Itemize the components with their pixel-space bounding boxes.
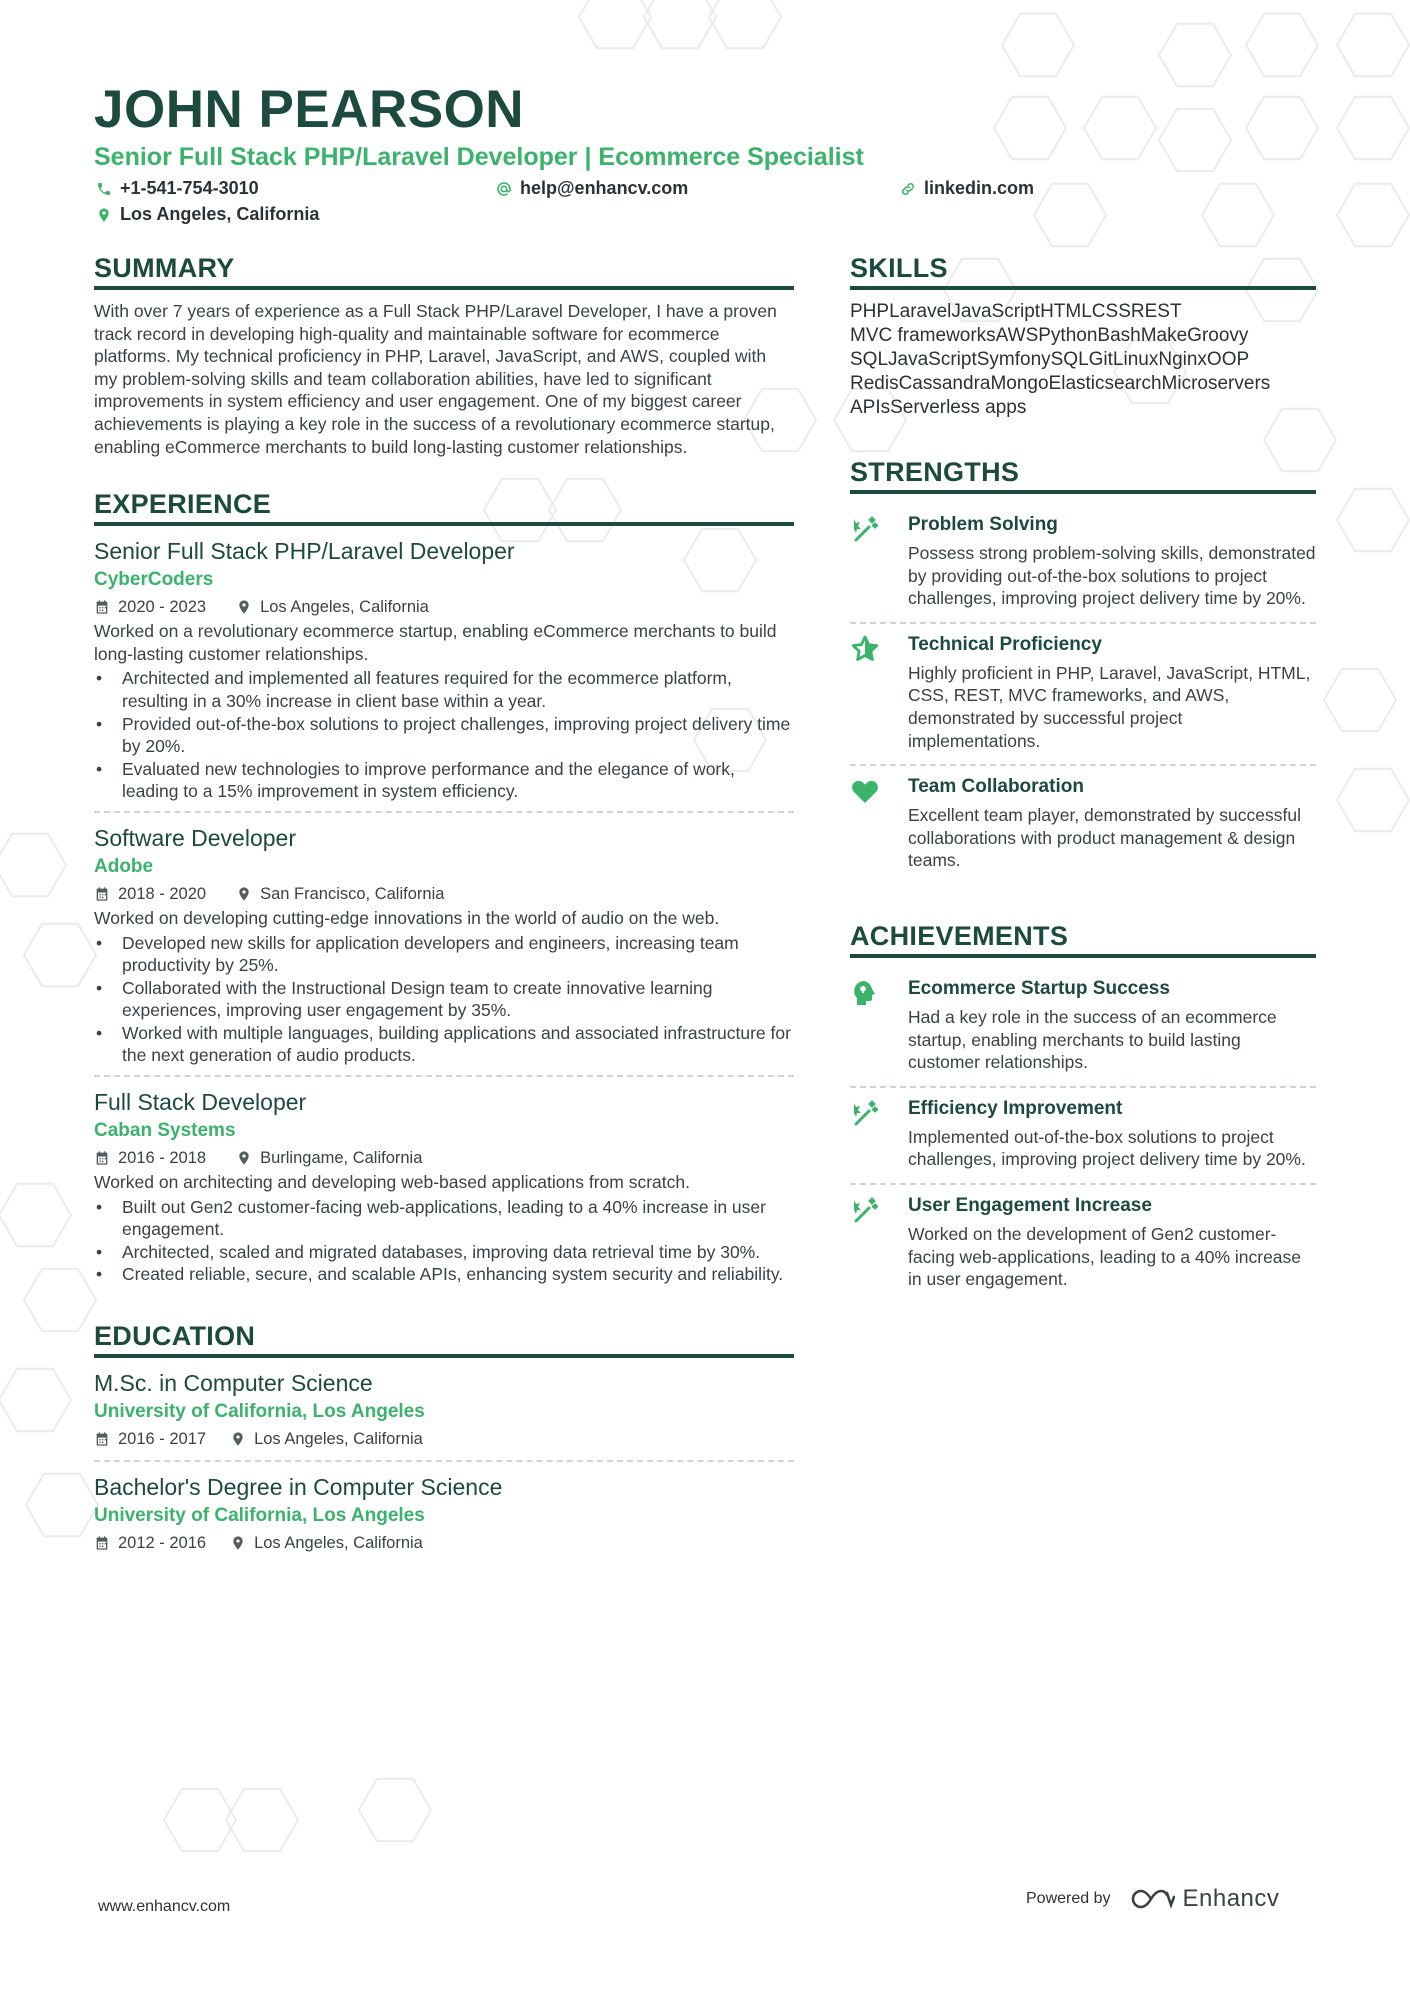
strength-title: Technical Proficiency [908,633,1102,655]
strength-description: Highly proficient in PHP, Laravel, JavaScript, HTML, CSS, REST, MVC frameworks, and AWS, demonstrated by successful project implementations. [908,662,1311,751]
strength-description: Excellent team player, demonstrated by successful collaborations with product management & design teams. [908,805,1301,871]
enhancv-logo-icon [1129,1887,1175,1911]
skills-line: APIsServerless apps [850,397,1027,418]
footer-url[interactable]: www.enhancv.com [98,1898,231,1915]
job-bullet: • Created reliable, secure, and scalable APIs, enhancing system security and reliability. [94,1263,794,1286]
job-location: Burlingame, California [260,1149,423,1168]
education-school: University of California, Los Angeles [94,1401,425,1423]
job-entry [94,536,794,811]
education-degree: M.Sc. in Computer Science [94,1370,373,1397]
job-entry [94,1075,794,1294]
skills-line: PHPLaravelJavaScriptHTMLCSSREST [850,301,1182,322]
education-degree: Bachelor's Degree in Computer Science [94,1474,503,1501]
strength-description: Possess strong problem-solving skills, demonstrated by providing out-of-the-box solutions to project challenges, improving project delivery time by 20%. [908,543,1316,609]
map-pin-icon [96,207,112,223]
strength-title: Problem Solving [908,514,1058,535]
achievement-title: User Engagement Increase [908,1194,1152,1216]
job-bullets [94,932,794,1068]
skills-line: SQLJavaScriptSymfonySQLGitLinuxNginxOOP [850,349,1250,370]
enhancv-logo[interactable] [1129,1885,1280,1913]
experience-heading: EXPERIENCE [94,486,794,526]
job-dates: 2016 - 2018 [118,1149,207,1168]
magic-wand-icon [850,514,880,544]
strengths-section [850,454,1316,884]
job-dates: 2018 - 2020 [118,884,207,903]
job-description: Worked on architecting and developing web-based applications from scratch. [94,1172,690,1193]
strength-item [850,764,1316,884]
map-pin-icon [230,1535,246,1551]
skills-section [850,250,1316,420]
map-pin-icon [236,886,252,902]
achievement-description: Worked on the development of Gen2 customer-facing web-applications, leading to a 40% increase in user engagement. [908,1223,1302,1290]
education-location: Los Angeles, California [254,1430,423,1449]
experience-section [94,486,794,1294]
job-company: Adobe [94,855,154,877]
link-icon [900,181,916,197]
heart-icon [850,776,880,806]
calendar-icon [94,1431,110,1447]
job-bullet: • Developed new skills for application developers and engineers, increasing team productivity by 25%. [94,932,794,977]
job-bullet: • Evaluated new technologies to improve performance and the elegance of work, leading to a 15% improvement in system efficiency. [94,758,794,803]
job-meta [94,881,794,907]
summary-section [94,250,794,458]
contact-email[interactable] [496,178,688,199]
phone-text: +1-541-754-3010 [120,178,259,198]
achievement-description: Had a key role in the success of an ecommerce startup, enabling merchants to build lasting customer relationships. [908,1006,1277,1073]
magic-wand-icon [850,1098,880,1128]
achievement-item [850,968,1316,1086]
skills-line: RedisCassandraMongoElasticsearchMicroservers [850,373,1271,394]
achievement-title: Ecommerce Startup Success [908,977,1170,999]
calendar-icon [94,599,110,615]
job-role: Senior Full Stack PHP/Laravel Developer [94,538,515,565]
calendar-icon [94,886,110,902]
skills-line: MVC frameworksAWSPythonBashMakeGroovy [850,325,1249,346]
contact-info [94,178,1324,230]
education-dates: 2016 - 2017 [118,1430,207,1449]
job-meta [94,1145,794,1171]
resume-header [94,78,1324,230]
email-text[interactable]: help@enhancv.com [520,178,689,198]
job-company: CyberCoders [94,569,214,591]
achievement-item [850,1086,1316,1183]
skills-list [850,300,1316,420]
job-role: Software Developer [94,824,296,851]
left-column [94,250,794,1564]
job-description: Worked on a revolutionary ecommerce startup, enabling eCommerce merchants to build long-lasting customer relationships. [94,621,777,664]
summary-text: With over 7 years of experience as a Full Stack PHP/Laravel Developer, I have a proven track record in developing high-quality and maintainable software for ecommerce platforms. My technical proficiency in PHP, Laravel, JavaScript, and AWS, coupled with my problem-solving skills and team collaboration abilities, have led to significant improvements in system efficiency and user engagement. One of my biggest career achievements is playing a key role in the success of a revolutionary ecommerce startup, enabling eCommerce merchants to build long-lasting customer relationships. [94,301,777,457]
location-text: Los Angeles, California [120,204,320,224]
linkedin-text[interactable]: linkedin.com [924,178,1035,198]
star-icon [850,634,880,664]
powered-by-text: Powered by [1026,1890,1111,1907]
job-bullet: • Provided out-of-the-box solutions to project challenges, improving project delivery time by 20%. [94,713,794,758]
job-dates: 2020 - 2023 [118,598,207,617]
job-company: Caban Systems [94,1120,236,1142]
job-bullet: • Worked with multiple languages, building applications and associated infrastructure for the next generation of audio products. [94,1022,794,1067]
job-bullets [94,667,794,803]
strength-item [850,504,1316,622]
strength-item [850,622,1316,764]
job-bullet: • Architected and implemented all features required for the ecommerce platform, resulting in a 30% increase in client base within a year. [94,667,794,712]
enhancv-brand-text: Enhancv [1182,1885,1280,1912]
magic-wand-icon [850,1195,880,1225]
job-description: Worked on developing cutting-edge innovations in the world of audio on the web. [94,907,720,928]
job-bullet: • Built out Gen2 customer-facing web-applications, leading to a 40% increase in user engagement. [94,1196,794,1241]
calendar-icon [94,1535,110,1551]
job-location: San Francisco, California [260,884,445,903]
education-entry [94,1460,794,1564]
education-location: Los Angeles, California [254,1534,423,1553]
at-sign-icon [496,181,512,197]
education-school: University of California, Los Angeles [94,1505,425,1527]
education-entry [94,1368,794,1460]
education-meta [94,1426,794,1452]
skills-heading: SKILLS [850,250,1316,290]
job-bullets [94,1196,794,1286]
job-bullet: • Architected, scaled and migrated databases, improving data retrieval time by 30%. [94,1241,794,1264]
achievements-heading: ACHIEVEMENTS [850,918,1316,958]
summary-heading: SUMMARY [94,250,794,290]
map-pin-icon [230,1431,246,1447]
map-pin-icon [236,599,252,615]
job-bullet: • Collaborated with the Instructional Design team to create innovative learning experiences, improving user engagement by 35%. [94,977,794,1022]
contact-location [96,204,319,225]
education-meta [94,1530,794,1556]
head-brain-icon [850,978,880,1008]
job-entry [94,811,794,1075]
job-meta [94,594,794,620]
calendar-icon [94,1150,110,1166]
candidate-title: Senior Full Stack PHP/Laravel Developer | Ecommerce Specialist [94,143,864,171]
strength-title: Team Collaboration [908,776,1084,798]
contact-phone [96,178,259,199]
achievement-item [850,1183,1316,1303]
contact-linkedin[interactable] [900,178,1034,199]
education-section [94,1318,794,1564]
achievement-description: Implemented out-of-the-box solutions to project challenges, improving project delivery time by 20%. [908,1126,1306,1170]
strengths-heading: STRENGTHS [850,454,1316,494]
achievements-section [850,918,1316,1303]
candidate-name: JOHN PEARSON [94,80,525,139]
education-dates: 2012 - 2016 [118,1534,207,1553]
job-location: Los Angeles, California [260,598,429,617]
achievement-title: Efficiency Improvement [908,1097,1123,1119]
right-column [850,250,1316,1303]
footer-brand [1026,1885,1279,1913]
education-heading: EDUCATION [94,1318,794,1358]
phone-icon [96,181,112,197]
map-pin-icon [236,1150,252,1166]
job-role: Full Stack Developer [94,1089,307,1116]
